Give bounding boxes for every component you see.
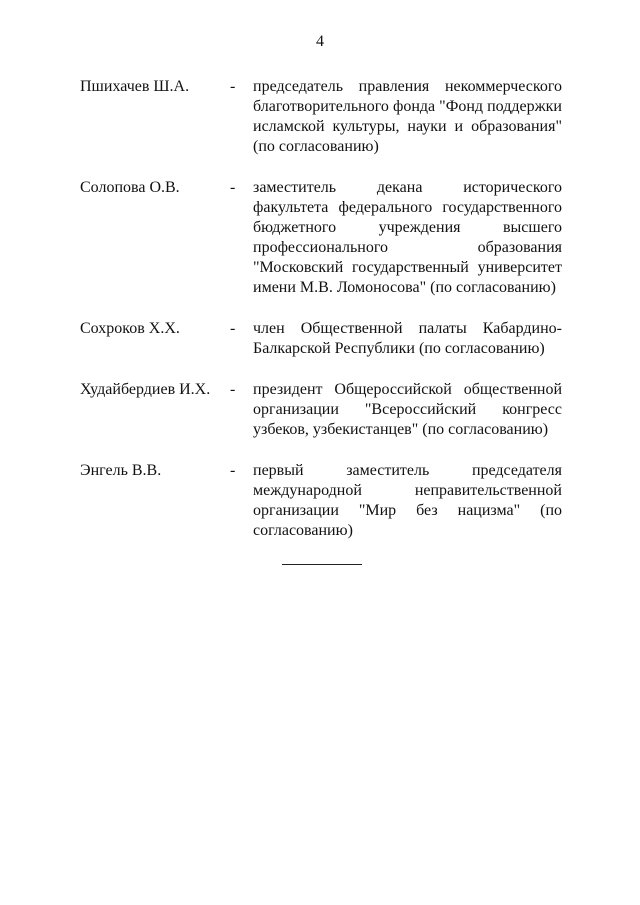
member-dash: - — [230, 78, 236, 95]
member-dash: - — [230, 179, 236, 196]
member-row — [80, 380, 562, 440]
member-list — [80, 77, 562, 562]
member-name: Сохроков Х.Х. — [80, 320, 180, 337]
member-description: член Общественной палаты Кабардино-Балкарской Республики (по согласованию) — [253, 320, 562, 357]
member-dash: - — [230, 381, 236, 398]
member-name: Солопова О.В. — [80, 179, 180, 196]
member-name: Энгель В.В. — [80, 462, 162, 479]
member-dash: - — [230, 462, 236, 479]
member-description: заместитель декана исторического факультета федерального государственного бюджетного учреждения высшего профессионального образования "Московский государственный университет имени М.В. Ломоносова" (по согласованию) — [253, 179, 562, 296]
member-row — [80, 319, 562, 359]
member-name: Худайбердиев И.Х. — [80, 381, 211, 398]
member-description: председатель правления некоммерческого благотворительного фонда "Фонд поддержки исламской культуры, науки и образования" (по согласованию) — [253, 78, 562, 155]
page-number: 4 — [316, 33, 324, 50]
member-row — [80, 77, 562, 157]
member-dash: - — [230, 320, 236, 337]
member-name: Пшихачев Ш.А. — [80, 78, 190, 95]
member-description: президент Общероссийской общественной организации "Всероссийский конгресс узбеков, узбекистанцев" (по согласованию) — [253, 381, 562, 438]
member-row — [80, 461, 562, 541]
member-description: первый заместитель председателя международной неправительственной организации "Мир без нацизма" (по согласованию) — [253, 462, 562, 539]
member-row — [80, 178, 562, 298]
end-rule — [282, 564, 362, 565]
